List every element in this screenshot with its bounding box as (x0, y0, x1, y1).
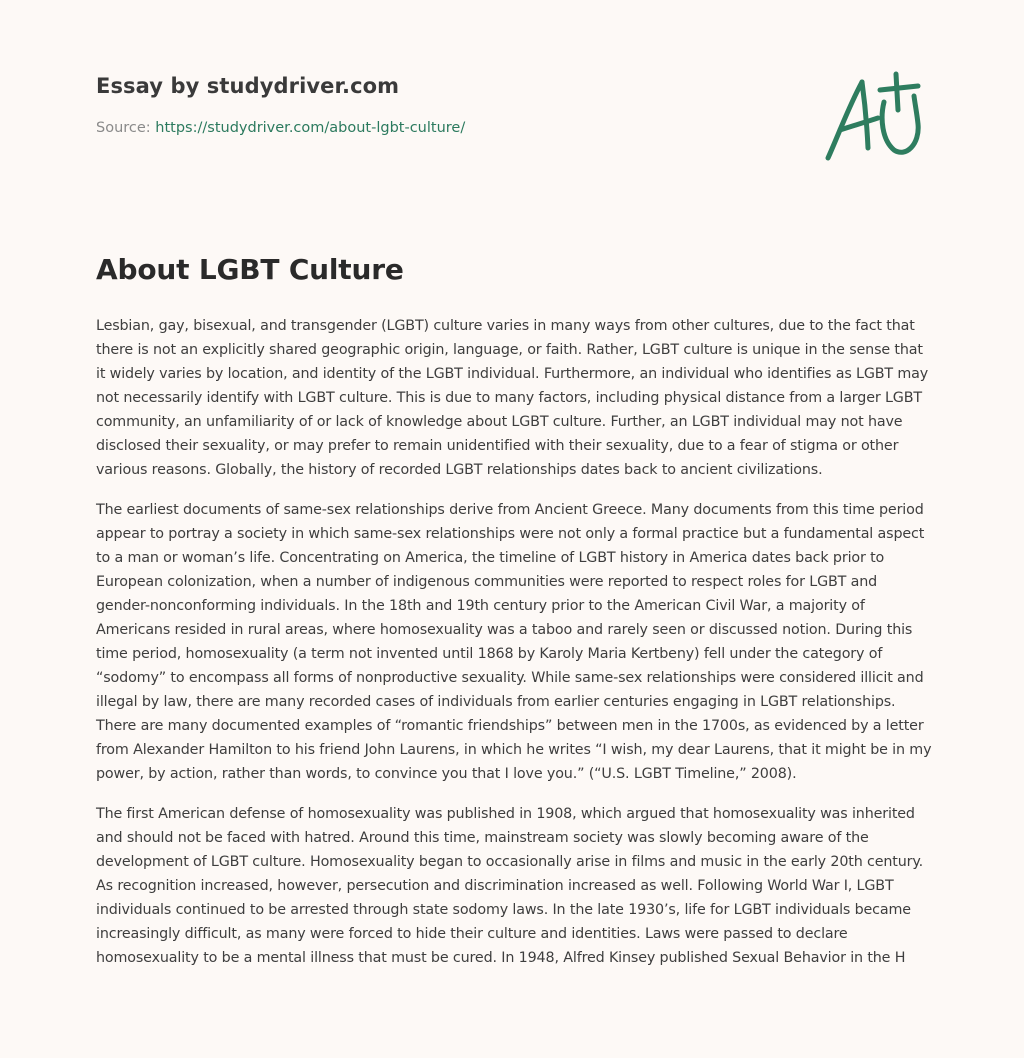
essay-paragraph: The first American defense of homosexuality was published in 1908, which argued that homosexuality was inherited and should not be faced with hatred. Around this time, mainstream society was slowly becoming aware of the development of LGBT culture. Homosexuality began to occasionally arise in films and music in the early 20th century. As recognition increased, however, persecution and discrimination increased as well. Following World War I, LGBT individuals continued to be arrested through state sodomy laws. In the late 1930’s, life for LGBT individuals became increasingly difficult, as many were forced to hide their culture and identities. Laws were passed to declare homosexuality to be a mental illness that must be cured. In 1948, Alfred Kinsey published Sexual Behavior in the H (96, 806, 924, 966)
essay-body (96, 314, 932, 986)
essay-title: About LGBT Culture (96, 253, 404, 286)
essay-paragraph: Lesbian, gay, bisexual, and transgender (LGBT) culture varies in many ways from other cultures, due to the fact that there is not an explicitly shared geographic origin, language, or faith. Rather, LGBT culture is unique in the sense that it widely varies by location, and identity of the LGBT individual. Furthermore, an individual who identifies as LGBT may not necessarily identify with LGBT culture. This is due to many factors, including physical distance from a larger LGBT community, an unfamiliarity of or lack of knowledge about LGBT culture. Further, an LGBT individual may not have disclosed their sexuality, or may prefer to remain unidentified with their sexuality, due to a fear of stigma or other various reasons. Globally, the history of recorded LGBT relationships dates back to ancient civilizations. (96, 318, 929, 478)
source-line (96, 120, 796, 136)
page-header (96, 74, 796, 136)
site-brand: Essay by studydriver.com (96, 74, 400, 98)
essay-paragraph: The earliest documents of same-sex relationships derive from Ancient Greece. Many documents from this time period appear to portray a society in which same-sex relationships were not only a formal practice but a fundamental aspect to a man or woman’s life. Concentrating on America, the timeline of LGBT history in America dates back prior to European colonization, when a number of indigenous communities were reported to respect roles for LGBT and gender-nonconforming individuals. In the 18th and 19th century prior to the American Civil War, a majority of Americans resided in rural areas, where homosexuality was a taboo and rarely seen or discussed notion. During this time period, homosexuality (a term not invented until 1868 by Karoly Maria Kertbeny) fell under the category of “sodomy” to encompass all forms of nonproductive sexuality. While same-sex relationships were considered illicit and illegal by law, there are many recorded cases of individuals from earlier centuries engaging in LGBT relationships. There are many documented examples of “romantic friendships” between men in the 1700s, as evidenced by a letter from Alexander Hamilton to his friend John Laurens, in which he writes “I wish, my dear Laurens, that it might be in my power, by action, rather than words, to convince you that I love you.” (“U.S. LGBT Timeline,” 2008). (96, 502, 932, 782)
source-link[interactable]: https://studydriver.com/about-lgbt-culture/ (155, 120, 466, 136)
source-label: Source: (96, 120, 156, 136)
a-plus-icon (818, 66, 930, 166)
